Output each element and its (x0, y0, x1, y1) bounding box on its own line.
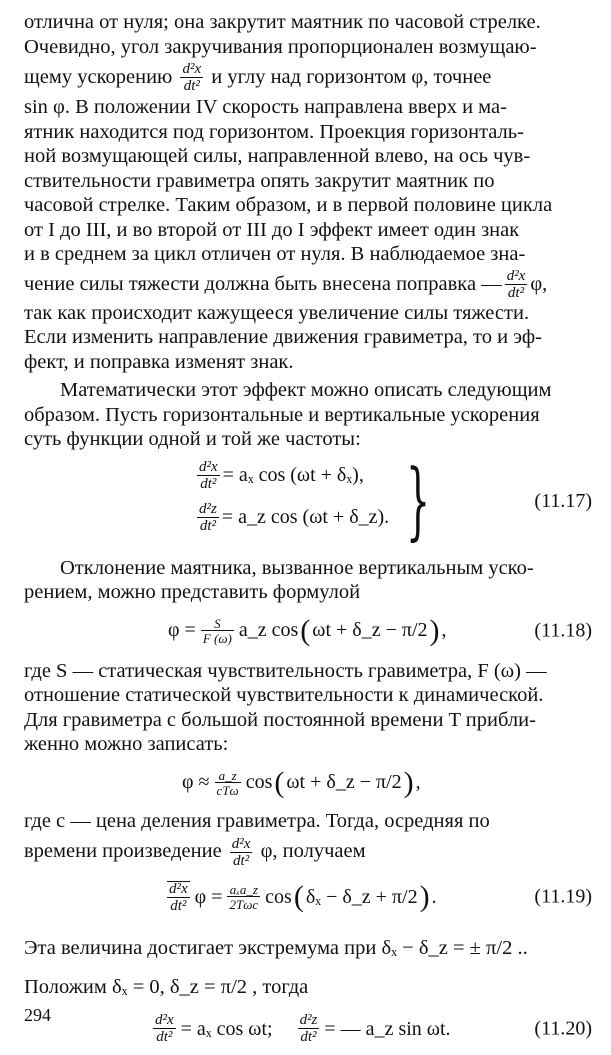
text-line: рением, можно представить формулой (24, 581, 361, 604)
equation-rhs: a_z cos (238, 619, 299, 642)
equation-11-17 (24, 450, 596, 549)
fraction (298, 1013, 320, 1045)
text-line: Положим δₓ = 0, δ_z = π/2 , тогда (24, 976, 309, 999)
paragraph-3 (24, 556, 596, 605)
equation-tail: . (431, 885, 437, 908)
fraction-numerator: d²z (299, 1012, 318, 1029)
fraction-denominator: dt² (167, 897, 190, 914)
paragraph-4 (24, 659, 596, 757)
text-line: фект, и поправка изменят знак. (24, 350, 294, 373)
text-fragment: времени произведение (24, 840, 222, 863)
right-paren: ) (403, 765, 414, 799)
text-line: sin φ. В положении IV скорость направлена вверх и ма- (24, 96, 507, 118)
fraction-denominator: dt² (180, 77, 203, 94)
equation-11-19 (24, 869, 596, 925)
text-fragment: φ, получаем (260, 840, 366, 863)
left-paren: ( (293, 880, 304, 914)
text-line (24, 59, 596, 95)
fraction-numerator: aₓa_z (229, 882, 258, 898)
equation-tail: , (441, 619, 447, 642)
text-line: часовой стрелке. Таким образом, и в первой половине цикла (24, 194, 553, 216)
fraction-numerator: d²x (169, 880, 188, 897)
equation-body (164, 881, 437, 914)
fraction-denominator: F (ω) (202, 630, 232, 646)
page-number: 294 (24, 1005, 51, 1025)
text-line: где S — статическая чувствительность гравиметра, F (ω) — (24, 659, 547, 682)
equation-rhs: = a_z cos (ωt + δ_z). (221, 506, 390, 529)
fraction-numerator: d²x (506, 267, 526, 284)
text-fragment: щему ускорению (24, 66, 173, 88)
fraction-denominator: dt² (230, 852, 253, 869)
text-line: и в среднем за цикл отличен от нуля. В наблюдаемое зна- (24, 243, 526, 265)
right-brace: } (406, 450, 431, 549)
paragraph-5 (24, 809, 596, 870)
text-line: образом. Пусть горизонтальные и вертикальные ускорения (24, 403, 540, 426)
text-line: отношение статической чувствительности к динамической. (24, 684, 544, 707)
fraction-numerator: d²z (199, 500, 217, 517)
equation-body (168, 613, 447, 647)
text-line: Если изменить направление движения гравиметра, то и эф- (24, 326, 542, 349)
fraction-denominator: 2Tωc (229, 897, 259, 913)
fraction-denominator: dt² (197, 475, 220, 492)
equation-row (194, 502, 389, 534)
text-fragment: чение силы тяжести должна быть внесена поправка — (24, 272, 502, 295)
fraction (230, 837, 253, 869)
equation-inner: ωt + δ_z − π/2 (286, 771, 402, 794)
fraction-numerator: d²x (231, 835, 251, 852)
fraction (153, 1013, 176, 1045)
equation-tail: , (415, 771, 421, 794)
text-line: отлична от нуля; она закрутит маятник по часовой стрелке. (24, 11, 541, 33)
text-line: Эта величина достигает экстремума при δₓ − δ_z = ± π/2 .. (24, 937, 528, 960)
text-line (24, 267, 596, 301)
text-line: женно можно записать: (24, 733, 229, 756)
equation-number: (11.17) (534, 489, 592, 512)
equation-11-20 (24, 1003, 596, 1055)
text-line: ствительности гравиметра опять закрутит маятник по (24, 169, 495, 192)
paragraph-2 (24, 378, 596, 452)
text-line: Отклонение маятника, вызванное вертикальным уско- (60, 556, 534, 579)
text-line (24, 833, 596, 869)
text-line: суть функции одной и той же частоты: (24, 428, 361, 451)
text-line: Для гравиметра с большой постоянной времени T прибли- (24, 708, 536, 731)
fraction-denominator: cTω (216, 782, 239, 798)
equation-11-18 (24, 605, 596, 657)
equation-rhs: = aₓ cos (ωt + δₓ), (222, 464, 364, 487)
text-line: от I до III, и во второй от III до I эффект имеет один знак (24, 218, 520, 241)
page-body (24, 10, 596, 1055)
right-paren: ) (419, 880, 430, 914)
fraction (215, 769, 241, 797)
fraction-denominator: dt² (153, 1028, 176, 1045)
equation-inner: ωt + δ_z − π/2 (312, 619, 428, 642)
fraction (201, 617, 234, 645)
text-fragment: и углу над горизонтом φ, точнее (211, 66, 492, 88)
fraction (197, 460, 220, 492)
text-line: Очевидно, угол закручивания пропорционален возмущаю- (24, 35, 537, 58)
paragraph-1 (24, 10, 596, 374)
equation-number: (11.18) (534, 619, 592, 642)
equation-lhs: φ = (168, 619, 196, 642)
equation-lhs: φ ≈ (182, 771, 210, 794)
equation-inner: δₓ − δ_z + π/2 (305, 885, 418, 908)
paragraph-7 (24, 971, 596, 1003)
fraction-numerator: d²x (199, 458, 218, 475)
equation-rhs: = — a_z sin ωt. (324, 1017, 451, 1040)
text-line: где c — цена деления гравиметра. Тогда, осредняя по (24, 809, 490, 832)
left-paren: ( (300, 613, 311, 647)
equation-body (150, 1013, 451, 1045)
fraction-numerator: S (214, 615, 221, 631)
fraction-overlined (167, 881, 190, 914)
text-fragment: φ, (530, 272, 548, 295)
left-paren: ( (274, 765, 285, 799)
fraction (180, 62, 203, 94)
text-line: так как происходит кажущееся увеличение силы тяжести. (24, 301, 530, 324)
equation-row (194, 460, 364, 492)
equation-approx (24, 757, 596, 809)
fraction (505, 269, 528, 301)
fraction (197, 502, 219, 534)
fraction-denominator: dt² (298, 1028, 320, 1045)
equation-rhs: = aₓ cos ωt; (180, 1017, 273, 1040)
text-line: ной возмущающей силы, направленной влево, на ось чув- (24, 145, 531, 167)
paragraph-6 (24, 931, 596, 965)
equation-rhs: cos (265, 885, 292, 908)
fraction-denominator: dt² (505, 284, 528, 301)
equation-lhs: φ = (194, 885, 223, 908)
fraction-numerator: a_z (218, 767, 237, 783)
text-line: Математически этот эффект можно описать следующим (60, 379, 552, 402)
fraction-numerator: d²x (155, 1012, 174, 1029)
equation-body (182, 765, 421, 799)
equation-rhs: cos (245, 771, 273, 794)
fraction (227, 883, 260, 911)
text-line: ятник находится под горизонтом. Проекция горизонталь- (24, 120, 524, 143)
right-paren: ) (429, 613, 440, 647)
equation-number: (11.19) (534, 885, 592, 908)
fraction-numerator: d²x (182, 61, 202, 78)
fraction-denominator: dt² (197, 517, 219, 534)
equation-number: (11.20) (534, 1017, 592, 1040)
